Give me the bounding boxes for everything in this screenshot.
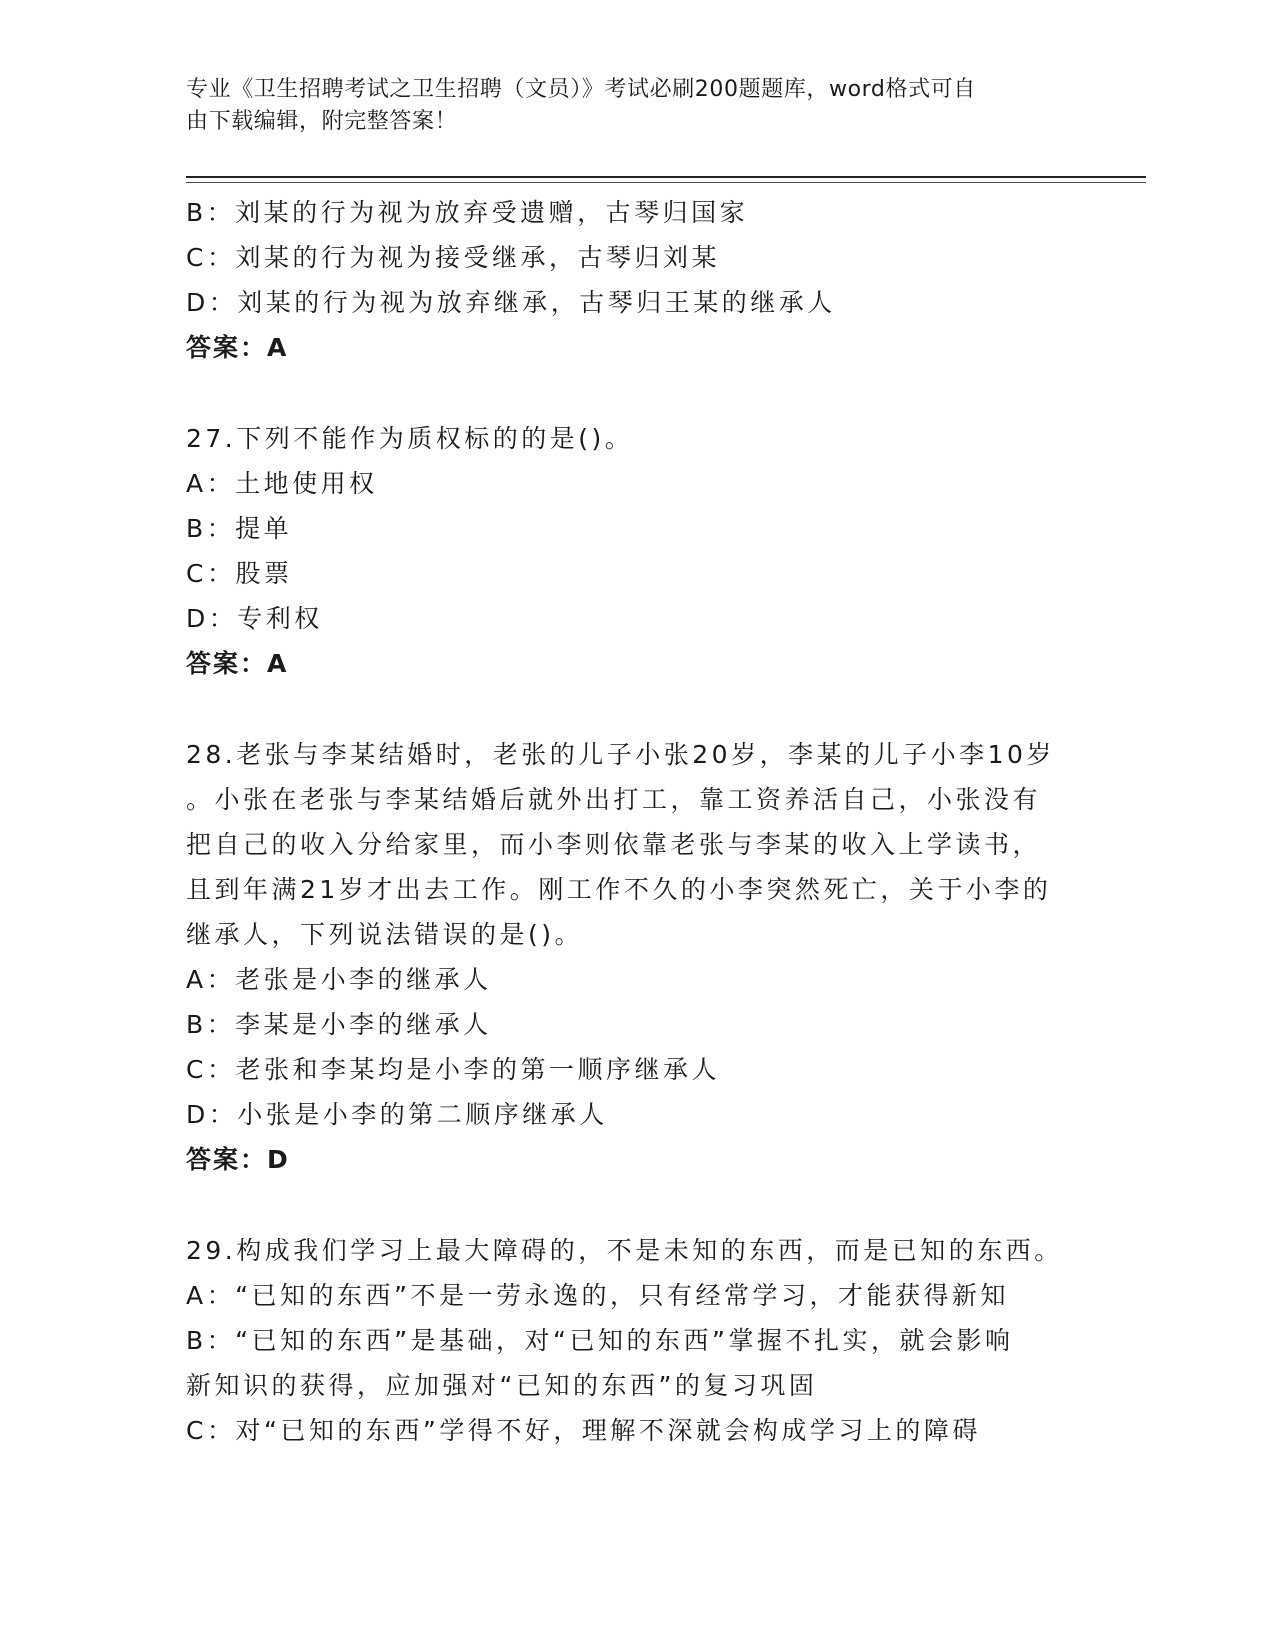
q27-answer: 答案：A	[186, 649, 289, 678]
header-line-1: 专业《卫生招聘考试之卫生招聘（文员）》考试必刷200题题库，word格式可自	[186, 77, 976, 102]
q26-option-c: C：刘某的行为视为接受继承，古琴归刘某	[186, 243, 720, 272]
q28-question-line: 。小张在老张与李某结婚后就外出打工，靠工资养活自己，小张没有	[186, 785, 1042, 814]
q28-question-line: 继承人，下列说法错误的是()。	[186, 920, 584, 949]
q29-option-a: A：“已知的东西”不是一劳永逸的，只有经常学习，才能获得新知	[186, 1281, 1010, 1310]
spacer	[186, 370, 1086, 416]
page-header	[186, 74, 1066, 138]
q26-option-b: B：刘某的行为视为放弃受遗赠，古琴归国家	[186, 198, 749, 227]
q28-option-d: D：小张是小李的第二顺序继承人	[186, 1100, 608, 1129]
header-line-2: 由下载编辑，附完整答案！	[186, 109, 458, 134]
spacer	[186, 1182, 1086, 1228]
q27-option-b: B：提单	[186, 514, 293, 543]
question-28-block	[186, 732, 1086, 1182]
q26-option-d: D：刘某的行为视为放弃继承，古琴归王某的继承人	[186, 288, 836, 317]
q27-question: 27.下列不能作为质权标的的是()。	[186, 424, 634, 453]
q28-option-b: B：李某是小李的继承人	[186, 1010, 492, 1039]
header-divider-thick	[186, 176, 1146, 178]
q28-answer: 答案：D	[186, 1145, 290, 1174]
header-divider-thin	[186, 182, 1146, 183]
question-29-block	[186, 1228, 1086, 1453]
q28-option-a: A：老张是小李的继承人	[186, 965, 492, 994]
q27-option-d: D：专利权	[186, 604, 323, 633]
question-26-block	[186, 190, 1086, 370]
q28-question-line: 28.老张与李某结婚时，老张的儿子小张20岁，李某的儿子小李10岁	[186, 740, 1055, 769]
q27-option-c: C：股票	[186, 559, 293, 588]
q29-option-b-line: B：“已知的东西”是基础，对“已知的东西”掌握不扎实，就会影响	[186, 1326, 1014, 1355]
q29-option-c: C：对“已知的东西”学得不好，理解不深就会构成学习上的障碍	[186, 1416, 981, 1445]
question-27-block	[186, 416, 1086, 686]
q29-question: 29.构成我们学习上最大障碍的，不是未知的东西，而是已知的东西。	[186, 1236, 1063, 1265]
q26-answer: 答案：A	[186, 333, 289, 362]
question-content	[186, 190, 1086, 1453]
q28-question-line: 把自己的收入分给家里，而小李则依靠老张与李某的收入上学读书，	[186, 830, 1042, 859]
q28-question-line: 且到年满21岁才出去工作。刚工作不久的小李突然死亡，关于小李的	[186, 875, 1052, 904]
spacer	[186, 686, 1086, 732]
q28-option-c: C：老张和李某均是小李的第一顺序继承人	[186, 1055, 720, 1084]
q27-option-a: A：土地使用权	[186, 469, 378, 498]
q29-option-b-line: 新知识的获得，应加强对“已知的东西”的复习巩固	[186, 1371, 818, 1400]
